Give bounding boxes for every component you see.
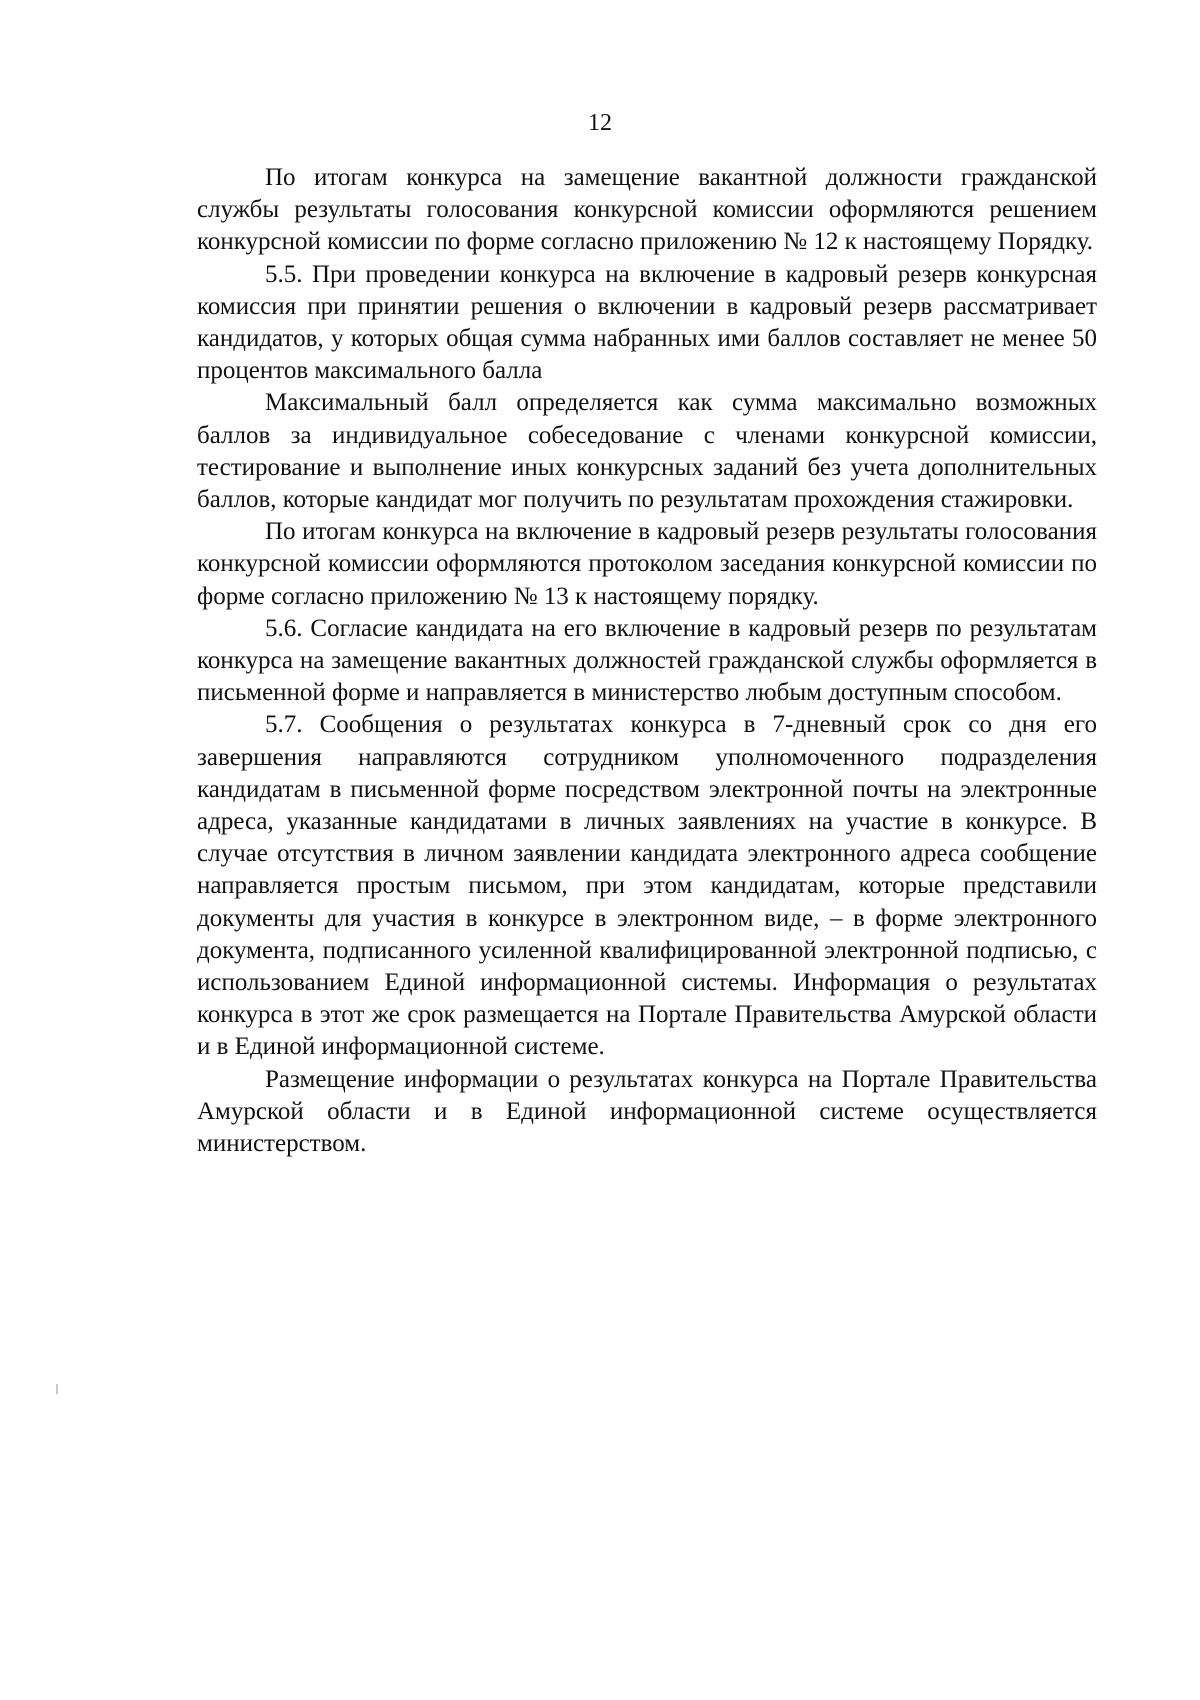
- paragraph-portal-publication: Размещение информации о результатах конкурса на Портале Правительства Амурской области и в Единой информационной системе осуществляется министерством.: [197, 1065, 1097, 1158]
- paragraph-voting-results-reserve: По итогам конкурса на включение в кадровый резерв результаты голосования конкурсной комиссии оформляются протоколом заседания конкурсной комиссии по форме согласно приложению № 13 к настоящему порядку.: [197, 518, 1097, 610]
- paragraph-voting-results-vacancy: По итогам конкурса на замещение вакантной должности гражданской службы результаты голосования конкурсной комиссии оформляются решением конкурсной комиссии по форме согласно приложению № 12 к настоящему Порядку.: [197, 164, 1097, 256]
- paragraph-5-5-reserve-criteria: 5.5. При проведении конкурса на включение в кадровый резерв конкурсная комиссия при принятии решения о включении в кадровый резерв рассматривает кандидатов, у которых общая сумма набранных ими баллов составляет не менее 50 процентов максимального балла: [197, 260, 1097, 385]
- scan-artifact: [56, 1384, 58, 1394]
- document-body: [197, 162, 1097, 1160]
- page-number: 12: [588, 110, 612, 136]
- paragraph-5-6-candidate-consent: 5.6. Согласие кандидата на его включение в кадровый резерв по результатам конкурса на замещение вакантных должностей гражданской службы оформляется в письменной форме и направляется в министерство любым доступным способом.: [197, 614, 1097, 707]
- paragraph-5-7-result-notifications: 5.7. Сообщения о результатах конкурса в 7-дневный срок со дня его завершения направляются сотрудником уполномоченного подразделения кандидатам в письменной форме посредством электронной почты на электронные адреса, указанные кандидатами в личных заявлениях на участие в конкурсе. В случае отсутствия в личном заявлении кандидата электронного адреса сообщение направляется простым письмом, при этом кандидатам, которые представили документы для участия в конкурсе в электронном виде, – в форме электронного документа, подписанного усиленной квалифицированной электронной подписью, с использованием Единой информационной системы. Информация о результатах конкурса в этот же срок размещается на Портале Правительства Амурской области и в Единой информационной системе.: [197, 711, 1097, 1061]
- paragraph-max-score-definition: Максимальный балл определяется как сумма максимально возможных баллов за индивидуальное собеседование с членами конкурсной комиссии, тестирование и выполнение иных конкурсных заданий без учета дополнительных баллов, которые кандидат мог получить по результатам прохождения стажировки.: [197, 389, 1097, 514]
